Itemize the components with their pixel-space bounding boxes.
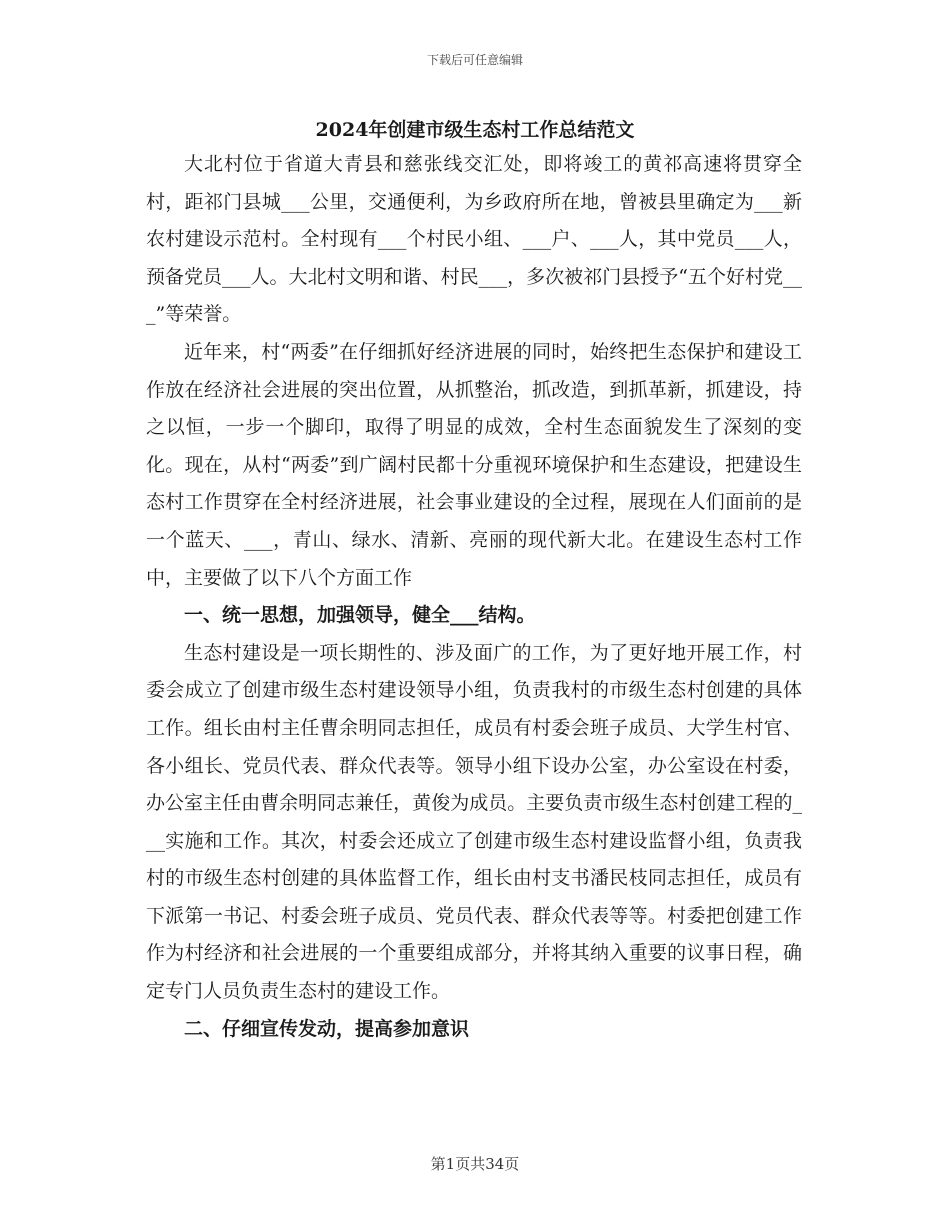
page-number: 第1页共34页: [430, 1155, 520, 1173]
overview-paragraph: 近年来，村“两委”在仔细抓好经济进展的同时，始终把生态保护和建设工作放在经济社会进展的突出位置，从抓整治，抓改造，到抓革新，抓建设，持之以恒，一步一个脚印，取得了明显的成效，全村生态面貌发生了深刻的变化。现在，从村“两委”到广阔村民都十分重视环境保护和生态建设，把建设生态村工作贯穿在全村经济进展，社会事业建设的全过程，展现在人们面前的是一个蓝天、___，青山、绿水、清新、亮丽的现代新大北。在建设生态村工作中，主要做了以下八个方面工作: [146, 340, 802, 589]
document-body: [146, 146, 802, 1048]
page-header-note: 下载后可任意编辑: [426, 53, 523, 67]
section-1-paragraph: 生态村建设是一项长期性的、涉及面广的工作，为了更好地开展工作，村委会成立了创建市级生态村建设领导小组，负责我村的市级生态村创建的具体工作。组长由村主任曹余明同志担任，成员有村委会班子成员、大学生村官、各小组长、党员代表、群众代表等。领导小组下设办公室，办公室设在村委，办公室主任由曹余明同志兼任，黄俊为成员。主要负责市级生态村创建工程的___实施和工作。其次，村委会还成立了创建市级生态村建设监督小组，负责我村的市级生态村创建的具体监督工作，组长由村支书潘民枝同志担任，成员有下派第一书记、村委会班子成员、党员代表、群众代表等等。村委把创建工作作为村经济和社会进展的一个重要组成部分，并将其纳入重要的议事日程，确定专门人员负责生态村的建设工作。: [146, 641, 802, 1003]
document-title: 2024年创建市级生态村工作总结范文: [315, 119, 635, 141]
section-heading-2: 二、仔细宣传发动，提高参加意识: [184, 1017, 470, 1040]
intro-paragraph: 大北村位于省道大青县和慈张线交汇处，即将竣工的黄祁高速将贯穿全村，距祁门县城___公里，交通便利，为乡政府所在地，曾被县里确定为___新农村建设示范村。全村现有___个村民小组、___户、___人，其中党员___人，预备党员___人。大北村文明和谐、村民___，多次被祁门县授予“五个好村党___”等荣誉。: [146, 153, 802, 326]
section-heading-1: 一、统一思想，加强领导，健全___结构。: [184, 604, 536, 627]
